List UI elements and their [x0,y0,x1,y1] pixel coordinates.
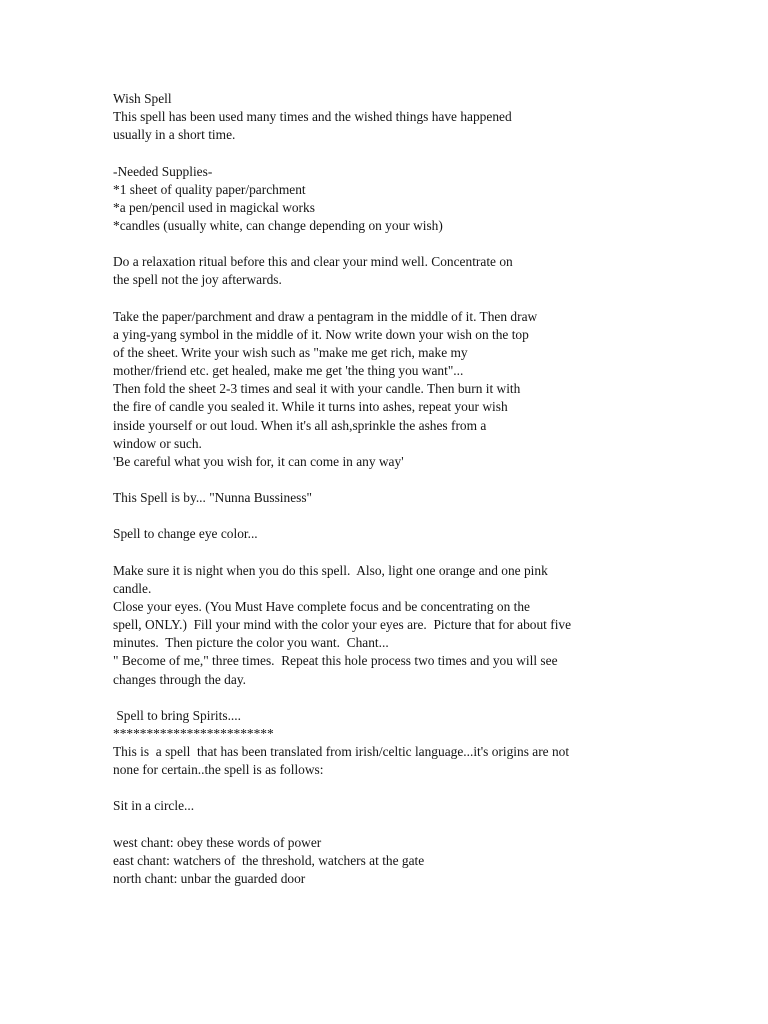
text-line: Spell to change eye color... [113,526,258,542]
text-line: Take the paper/parchment and draw a pentagram in the middle of it. Then draw [113,308,538,324]
text-line: Sit in a circle... [113,798,195,814]
text-line: Spell to bring Spirits.... [113,707,241,723]
blank-line [113,544,733,562]
blank-line [113,235,733,253]
text-line: Wish Spell [113,91,172,106]
text-line: of the sheet. Write your wish such as "make me get rich, make my [113,344,468,360]
text-line: the fire of candle you sealed it. While it turns into ashes, repeat your wish [113,399,508,415]
text-line: This is a spell that has been translated from irish/celtic language...it's origins are not [113,744,570,760]
text-line: minutes. Then picture the color you want. Chant... [113,635,389,651]
text-line: window or such. [113,435,202,451]
text-line: This spell has been used many times and the wished things have happened [113,109,512,125]
text-line: inside yourself or out loud. When it's all ash,sprinkle the ashes from a [113,417,487,433]
text-line: This Spell is by... "Nunna Bussiness" [113,490,313,506]
text-line: mother/friend etc. get healed, make me get 'the thing you want"... [113,363,464,379]
document-body [113,90,733,888]
text-line: *candles (usually white, can change depending on your wish) [113,217,443,233]
text-line: changes through the day. [113,671,246,687]
text-line: the spell not the joy afterwards. [113,272,282,288]
text-line: Make sure it is night when you do this spell. Also, light one orange and one pink [113,562,548,578]
blank-line [113,816,733,834]
text-line: usually in a short time. [113,127,236,143]
text-line: a ying-yang symbol in the middle of it. Now write down your wish on the top [113,326,529,342]
text-line: *1 sheet of quality paper/parchment [113,181,306,197]
text-line: east chant: watchers of the threshold, watchers at the gate [113,852,425,868]
text-line: 'Be careful what you wish for, it can come in any way' [113,453,404,469]
text-line: spell, ONLY.) Fill your mind with the color your eyes are. Picture that for about five [113,617,572,633]
blank-line [113,689,733,707]
blank-line [113,507,733,525]
text-line: " Become of me," three times. Repeat this hole process two times and you will see [113,653,558,669]
text-line: -Needed Supplies- [113,163,213,179]
blank-line [113,779,733,797]
text-line: Do a relaxation ritual before this and clear your mind well. Concentrate on [113,254,513,270]
text-line: *a pen/pencil used in magickal works [113,199,315,215]
text-line: candle. [113,580,152,596]
text-line: ************************ [113,725,274,741]
blank-line [113,144,733,162]
blank-line [113,471,733,489]
blank-line [113,290,733,308]
text-line: west chant: obey these words of power [113,834,322,850]
text-line: north chant: unbar the guarded door [113,871,306,887]
text-line: Then fold the sheet 2-3 times and seal it with your candle. Then burn it with [113,381,521,397]
text-line: Close your eyes. (You Must Have complete focus and be concentrating on the [113,598,530,614]
text-line: none for certain..the spell is as follows: [113,762,324,778]
